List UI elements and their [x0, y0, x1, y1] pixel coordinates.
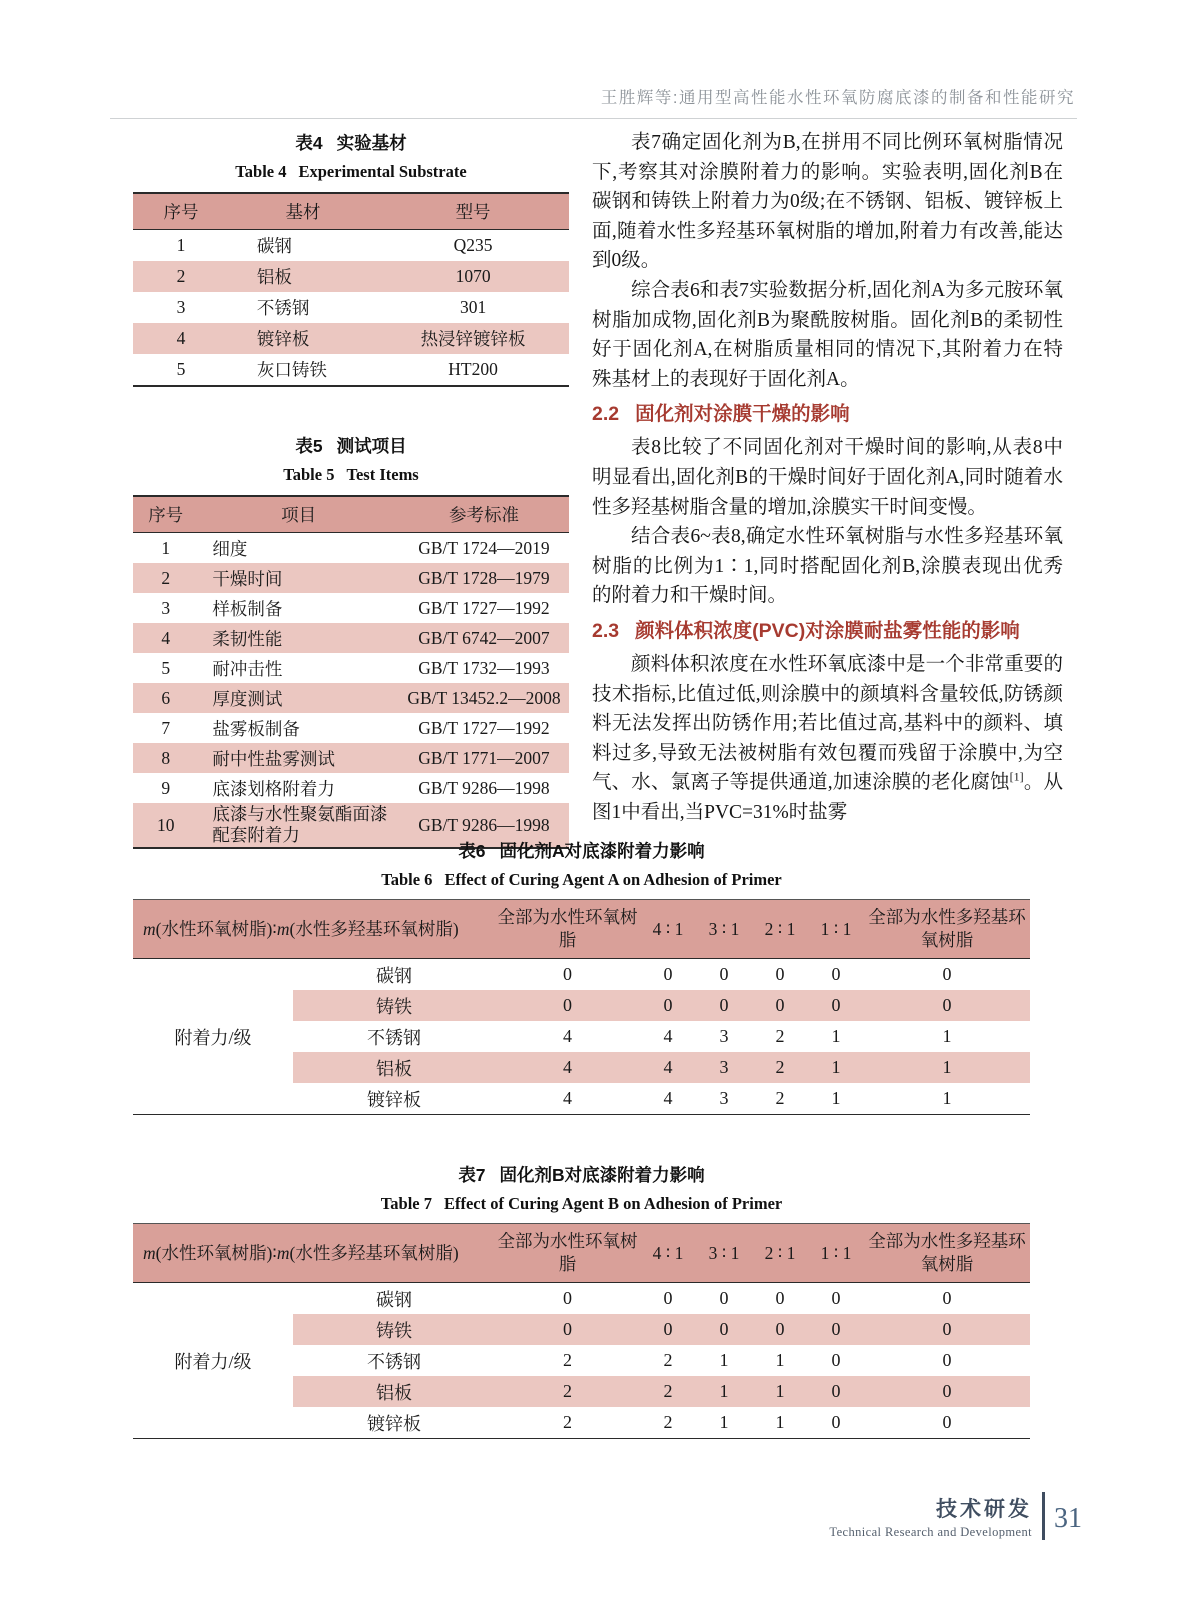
table4-label-zh: 表4 — [295, 133, 323, 153]
table-cell: 厚度测试 — [198, 683, 399, 713]
section-number: 2.3 — [592, 619, 620, 642]
running-header-title: 王胜辉等:通用型高性能水性环氧防腐底漆的制备和性能研究 — [600, 89, 1075, 107]
table-cell: 3 — [176, 297, 186, 317]
value-cell: 1 — [864, 1052, 1030, 1083]
value-cell: 2 — [640, 1376, 696, 1407]
footer-divider-bar — [1042, 1492, 1045, 1540]
table6 — [133, 899, 1030, 1115]
table4-col-header-model: 型号 — [377, 193, 569, 230]
table-cell: 7 — [161, 717, 171, 738]
table4 — [133, 192, 569, 387]
value-cell: 1 — [831, 1088, 841, 1108]
footer-section-cn: 技术研发 — [936, 1497, 1032, 1521]
table-cell: 干燥时间 — [198, 563, 399, 593]
table-cell: 样板制备 — [212, 598, 283, 619]
paragraph-text: 颜料体积浓度在水性环氧底漆中是一个非常重要的技术指标,比值过低,则涂膜中的颜填料含量较低,防锈颜料无法发挥出防锈作用;若比值过高,基料中的颜料、填料过多,导致无法被树脂有效包覆而残留于涂膜中,为空气、水、氯离子等提供通道,加速涂膜的老化腐蚀 — [592, 653, 1063, 794]
substrate-cell: 不锈钢 — [367, 1351, 421, 1372]
section-heading-2-2 — [592, 399, 1063, 429]
ratio-symbol-m: m — [143, 918, 156, 939]
table-cell: 3 — [161, 597, 171, 618]
table-cell: GB/T 9286—1998 — [399, 803, 569, 848]
table-cell: 耐冲击性 — [212, 658, 283, 679]
bottom-tables-area — [133, 838, 1030, 1439]
table-cell: 不锈钢 — [256, 298, 310, 318]
table-cell: 灰口铸铁 — [256, 360, 327, 380]
value-cell: 0 — [942, 964, 952, 984]
value-cell: 2 — [663, 1412, 673, 1432]
value-cell: 1 — [696, 1376, 752, 1407]
row-group-label: 附着力/级 — [133, 959, 293, 1115]
table6-col-header: 3 ∶ 1 — [696, 900, 752, 959]
table6-label-en: Table 6 — [381, 870, 433, 889]
ratio-text: (水性多羟基环氧树脂) — [289, 918, 459, 939]
table6-label-zh: 表6 — [458, 841, 486, 861]
table4-col-header-index: 序号 — [133, 193, 229, 230]
table6-col-header: 全部为水性环氧树脂 — [495, 900, 640, 959]
value-cell: 0 — [696, 990, 752, 1021]
value-cell: 0 — [563, 964, 572, 984]
table-cell: GB/T 1771—2007 — [399, 743, 569, 773]
table5-col-header-index: 序号 — [133, 496, 198, 533]
table5-title-en — [133, 465, 569, 485]
table-cell: 2 — [133, 261, 229, 292]
value-cell: 1 — [808, 1052, 864, 1083]
table-cell: GB/T 1732—1993 — [418, 657, 550, 678]
table-row — [133, 323, 569, 354]
table-cell: 镀锌板 — [229, 323, 377, 354]
table6-title-zh — [133, 838, 1030, 863]
substrate-cell: 镀锌板 — [367, 1089, 421, 1110]
value-cell: 2 — [563, 1350, 572, 1370]
table-row — [133, 683, 569, 713]
right-column — [592, 128, 1063, 827]
value-cell: 2 — [775, 1026, 785, 1046]
table-cell: 热浸锌镀锌板 — [377, 323, 569, 354]
value-cell: 1 — [775, 1350, 785, 1370]
row-carbon-steel — [133, 959, 1030, 991]
footer-section-labels — [829, 1493, 1032, 1540]
value-cell: 2 — [663, 1350, 673, 1370]
page-number: 31 — [1054, 1503, 1082, 1534]
table7-col-header: 1 ∶ 1 — [808, 1224, 864, 1283]
table-cell: 4 — [133, 323, 229, 354]
table6-ratio-header — [133, 900, 495, 959]
table7-ratio-header — [133, 1224, 495, 1283]
table4-label-en: Table 4 — [235, 162, 287, 181]
table6-col-header: 2 ∶ 1 — [752, 900, 808, 959]
table7-col-header: 3 ∶ 1 — [696, 1224, 752, 1283]
table-cell: 1 — [176, 235, 186, 255]
table7-label-zh: 表7 — [458, 1165, 486, 1185]
value-cell: 1 — [942, 1088, 952, 1108]
footer-section-en: Technical Research and Development — [829, 1524, 1032, 1539]
table7-title-text-zh: 固化剂B对底漆附着力影响 — [499, 1165, 705, 1185]
table4-title-en — [133, 162, 569, 182]
table-row — [133, 230, 569, 262]
table-cell: 301 — [459, 297, 487, 317]
table7-block — [133, 1162, 1030, 1439]
substrate-cell: 铝板 — [293, 1376, 495, 1407]
table-cell: 铝板 — [229, 261, 377, 292]
table5-header-row — [133, 496, 569, 533]
table-cell: GB/T 1727—1992 — [418, 717, 550, 738]
table-row — [133, 743, 569, 773]
table5-block — [133, 433, 569, 849]
table4-header-row — [133, 193, 569, 230]
section-heading-2-3 — [592, 616, 1063, 646]
table7-header-row — [133, 1224, 1030, 1283]
value-cell: 4 — [563, 1026, 572, 1046]
substrate-cell: 不锈钢 — [367, 1027, 421, 1048]
value-cell: 3 — [719, 1088, 729, 1108]
table-row — [133, 623, 569, 653]
paragraph — [592, 650, 1063, 828]
table7-col-header: 2 ∶ 1 — [752, 1224, 808, 1283]
table4-title-text-zh: 实验基材 — [336, 133, 407, 153]
table-cell: 耐中性盐雾测试 — [198, 743, 399, 773]
table-cell: 1070 — [377, 261, 569, 292]
table-cell: GB/T 1724—2019 — [418, 537, 550, 558]
table-row — [133, 773, 569, 803]
table-row — [133, 354, 569, 386]
value-cell: 4 — [663, 1088, 673, 1108]
ratio-text: (水性环氧树脂)∶ — [155, 918, 277, 939]
table7-label-en: Table 7 — [380, 1194, 432, 1213]
table7-title-zh — [133, 1162, 1030, 1187]
substrate-cell: 铸铁 — [293, 1314, 495, 1345]
value-cell: 0 — [719, 964, 729, 984]
table5 — [133, 495, 569, 849]
table7-col-header: 全部为水性多羟基环氧树脂 — [864, 1224, 1030, 1283]
ratio-symbol-m: m — [143, 1242, 156, 1263]
table-cell: 6 — [133, 683, 198, 713]
paragraph: 表8比较了不同固化剂对干燥时间的影响,从表8中明显看出,固化剂B的干燥时间好于固化剂A,同时随着水性多羟基树脂含量的增加,涂膜实干时间变慢。 — [592, 437, 1063, 518]
ratio-symbol-m: m — [276, 918, 290, 939]
value-cell: 0 — [808, 990, 864, 1021]
value-cell: 4 — [663, 1026, 673, 1046]
value-cell: 2 — [752, 1052, 808, 1083]
value-cell: 0 — [563, 1288, 572, 1308]
table4-title-text-en: Experimental Substrate — [298, 162, 467, 181]
table7-col-header: 全部为水性环氧树脂 — [495, 1224, 640, 1283]
section-title: 固化剂对涂膜干燥的影响 — [635, 403, 850, 426]
table6-title-text-zh: 固化剂A对底漆附着力影响 — [499, 841, 705, 861]
table6-col-header: 4 ∶ 1 — [640, 900, 696, 959]
value-cell: 0 — [495, 1314, 640, 1345]
value-cell: 0 — [775, 1288, 785, 1308]
table7 — [133, 1223, 1030, 1439]
table-cell: 5 — [161, 657, 171, 678]
table-row — [133, 261, 569, 292]
table5-label-zh: 表5 — [295, 436, 323, 456]
value-cell: 0 — [752, 990, 808, 1021]
table6-header-row — [133, 900, 1030, 959]
table-cell: Q235 — [453, 235, 493, 255]
section-number: 2.2 — [592, 403, 620, 426]
substrate-cell: 铸铁 — [293, 990, 495, 1021]
table5-title-text-zh: 测试项目 — [336, 436, 407, 456]
table-cell: 5 — [176, 359, 186, 379]
value-cell: 0 — [495, 990, 640, 1021]
table-cell: 盐雾板制备 — [212, 718, 300, 739]
row-carbon-steel — [133, 1283, 1030, 1315]
table-cell: 1 — [161, 537, 171, 558]
substrate-cell: 铝板 — [293, 1052, 495, 1083]
page-footer — [829, 1492, 1082, 1540]
table5-col-header-standard: 参考标准 — [399, 496, 569, 533]
value-cell: 0 — [864, 1314, 1030, 1345]
value-cell: 0 — [808, 1376, 864, 1407]
value-cell: 1 — [942, 1026, 952, 1046]
row-group-label: 附着力/级 — [133, 1283, 293, 1439]
table-cell: 2 — [133, 563, 198, 593]
table-cell: GB/T 6742—2007 — [399, 623, 569, 653]
table6-title-en — [133, 870, 1030, 890]
table-cell: 底漆划格附着力 — [212, 778, 335, 799]
table-cell: 4 — [133, 623, 198, 653]
value-cell: 0 — [942, 1412, 952, 1432]
value-cell: 0 — [752, 1314, 808, 1345]
table-cell: 8 — [133, 743, 198, 773]
value-cell: 4 — [640, 1052, 696, 1083]
paragraph-text: 。从图1中看出,当PVC=31%时盐雾 — [592, 772, 1063, 823]
value-cell: 3 — [696, 1052, 752, 1083]
ratio-symbol-m: m — [276, 1242, 290, 1263]
table-cell: 柔韧性能 — [198, 623, 399, 653]
left-column — [133, 130, 569, 849]
value-cell: 1 — [831, 1026, 841, 1046]
citation-marker: [1] — [1009, 769, 1024, 784]
table-cell: HT200 — [448, 359, 498, 379]
ratio-text: (水性环氧树脂)∶ — [155, 1242, 277, 1263]
paragraph: 结合表6~表8,确定水性环氧树脂与水性多羟基环氧树脂的比例为1∶1,同时搭配固化剂B,涂膜表现出优秀的附着力和干燥时间。 — [592, 526, 1063, 607]
paragraph: 表7确定固化剂为B,在拼用不同比例环氧树脂情况下,考察其对涂膜附着力的影响。实验表明,固化剂B在碳钢和铸铁上附着力为0级;在不锈钢、铝板、镀锌板上面,随着水性多羟基环氧树脂的增加,附着力有改善,能达到0级。 — [592, 132, 1063, 272]
value-cell: 4 — [563, 1088, 572, 1108]
value-cell: 0 — [942, 1288, 952, 1308]
value-cell: 0 — [808, 1314, 864, 1345]
table-cell: 9 — [161, 777, 171, 798]
value-cell: 0 — [640, 1314, 696, 1345]
ratio-text: (水性多羟基环氧树脂) — [289, 1242, 459, 1263]
value-cell: 2 — [495, 1376, 640, 1407]
value-cell: 0 — [663, 1288, 673, 1308]
table4-title-zh — [133, 130, 569, 155]
paragraph: 综合表6和表7实验数据分析,固化剂A为多元胺环氧树脂加成物,固化剂B为聚酰胺树脂。固化剂B的柔韧性好于固化剂A,在树脂质量相同的情况下,其附着力在特殊基材上的表现好于固化剂A。 — [592, 279, 1063, 390]
table-cell: GB/T 1728—1979 — [399, 563, 569, 593]
table7-title-en — [133, 1194, 1030, 1214]
table-row — [133, 593, 569, 623]
value-cell: 0 — [831, 1412, 841, 1432]
substrate-cell: 镀锌板 — [367, 1413, 421, 1434]
value-cell: 0 — [864, 1376, 1030, 1407]
table5-title-text-en: Test Items — [346, 465, 419, 484]
value-cell: 0 — [696, 1314, 752, 1345]
value-cell: 1 — [752, 1376, 808, 1407]
substrate-cell: 碳钢 — [376, 1289, 412, 1310]
table7-col-header: 4 ∶ 1 — [640, 1224, 696, 1283]
table-row — [133, 563, 569, 593]
value-cell: 0 — [831, 1288, 841, 1308]
value-cell: 0 — [864, 990, 1030, 1021]
table5-col-header-item: 项目 — [198, 496, 399, 533]
table-cell: 碳钢 — [256, 236, 292, 256]
table4-block — [133, 130, 569, 387]
table-cell: 底漆与水性聚氨酯面漆配套附着力 — [198, 803, 399, 848]
table-cell: GB/T 1727—1992 — [418, 597, 550, 618]
value-cell: 4 — [495, 1052, 640, 1083]
value-cell: 1 — [719, 1350, 729, 1370]
value-cell: 2 — [563, 1412, 572, 1432]
value-cell: 0 — [663, 964, 673, 984]
table-row — [133, 713, 569, 743]
value-cell: 1 — [775, 1412, 785, 1432]
table4-col-header-substrate: 基材 — [229, 193, 377, 230]
table5-label-en: Table 5 — [283, 465, 335, 484]
substrate-cell: 碳钢 — [376, 965, 412, 986]
header-divider — [110, 118, 1077, 119]
table-cell: GB/T 9286—1998 — [418, 777, 550, 798]
table-row — [133, 533, 569, 564]
table6-col-header: 全部为水性多羟基环氧树脂 — [864, 900, 1030, 959]
table6-title-text-en: Effect of Curing Agent A on Adhesion of Primer — [444, 870, 782, 889]
table-cell: 细度 — [212, 538, 248, 559]
value-cell: 0 — [640, 990, 696, 1021]
value-cell: 0 — [831, 1350, 841, 1370]
table6-block — [133, 838, 1030, 1115]
value-cell: 2 — [775, 1088, 785, 1108]
table6-col-header: 1 ∶ 1 — [808, 900, 864, 959]
table-cell: 10 — [133, 803, 198, 848]
table7-title-text-en: Effect of Curing Agent B on Adhesion of Primer — [443, 1194, 783, 1213]
value-cell: 0 — [942, 1350, 952, 1370]
value-cell: 0 — [831, 964, 841, 984]
value-cell: 1 — [719, 1412, 729, 1432]
table5-title-zh — [133, 433, 569, 458]
value-cell: 0 — [719, 1288, 729, 1308]
value-cell: 0 — [775, 964, 785, 984]
table-row — [133, 292, 569, 323]
table-cell: GB/T 13452.2—2008 — [399, 683, 569, 713]
value-cell: 3 — [719, 1026, 729, 1046]
table-row — [133, 653, 569, 683]
section-title: 颜料体积浓度(PVC)对涂膜耐盐雾性能的影响 — [635, 619, 1020, 642]
